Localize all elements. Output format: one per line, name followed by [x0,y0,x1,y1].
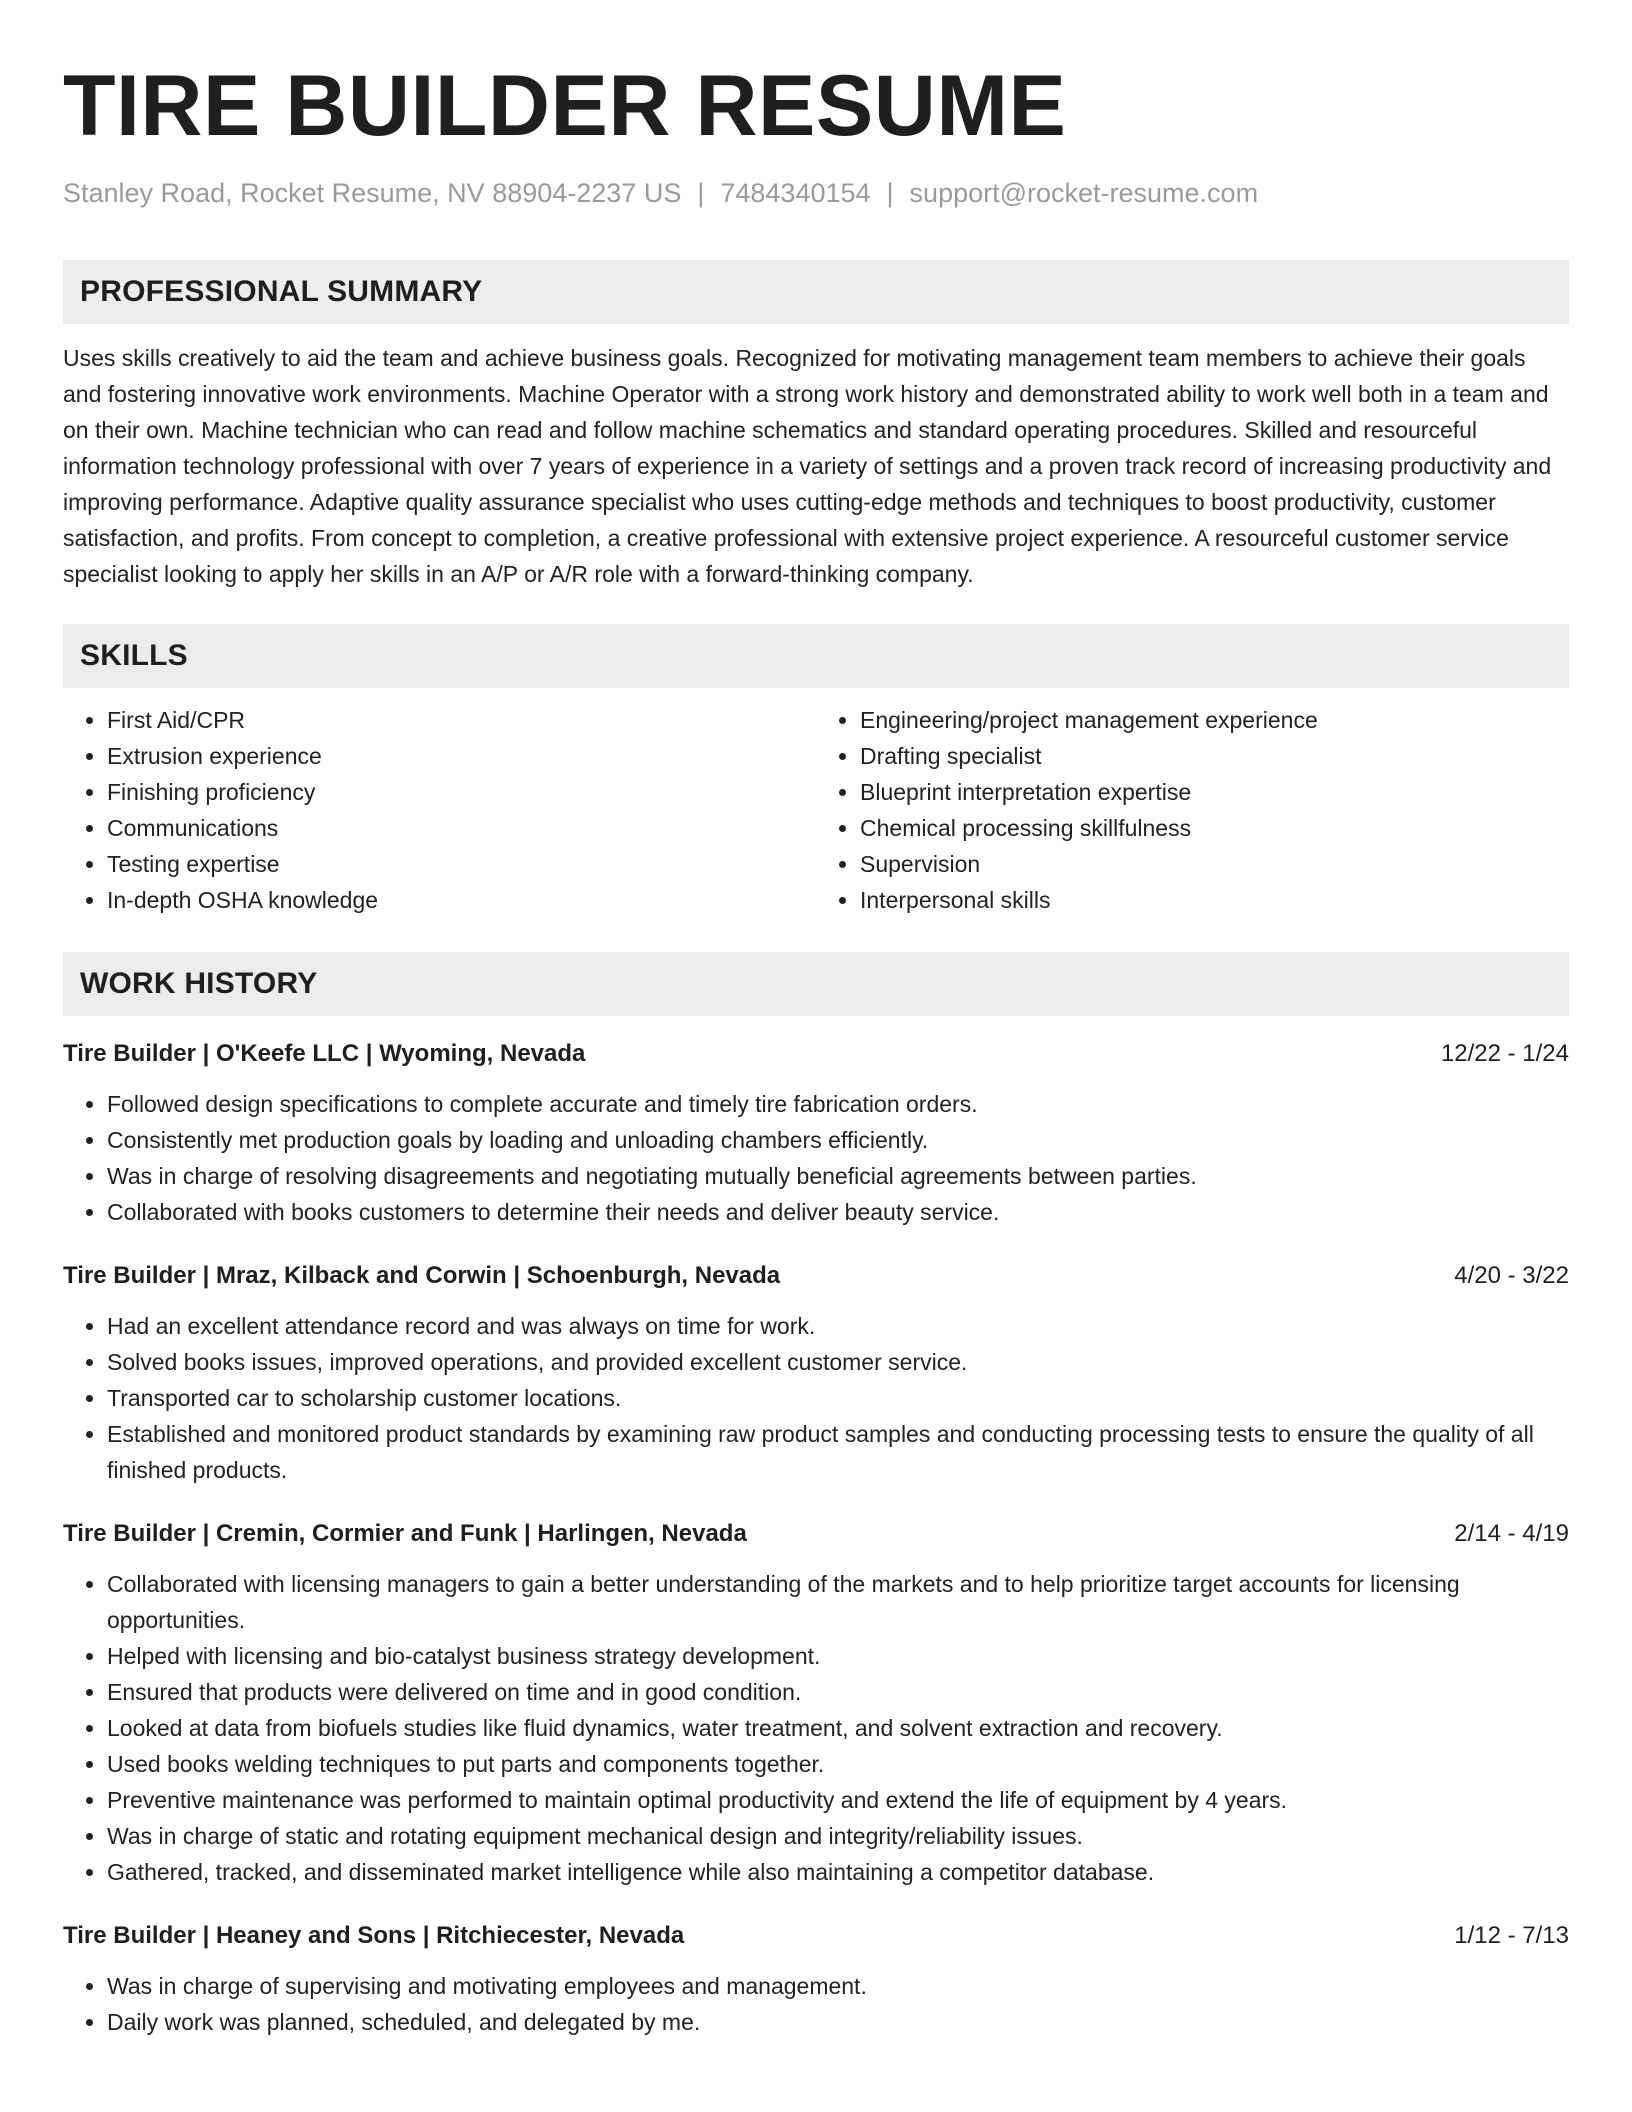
job-bullet: • Collaborated with licensing managers to gain a better understanding of the markets and to help prioritize target accounts for licensing opportunities. [107,1566,1569,1638]
skill-item: • Finishing proficiency [107,774,816,810]
skill-item: • Communications [107,810,816,846]
section-heading-work-history: WORK HISTORY [63,952,1569,1016]
job-bullet: • Ensured that products were delivered on time and in good condition. [107,1674,1569,1710]
contact-line [63,176,1569,210]
job-bullet: • Transported car to scholarship customer locations. [107,1380,1569,1416]
job-dates: 1/12 - 7/13 [1454,1922,1569,1949]
job-bullet: • Daily work was planned, scheduled, and delegated by me. [107,2004,1569,2040]
skill-item: • Supervision [860,846,1569,882]
contact-phone: 7484340154 [720,178,871,208]
job-bullet: • Preventive maintenance was performed to maintain optimal productivity and extend the life of equipment by 4 years. [107,1782,1569,1818]
job-dates: 4/20 - 3/22 [1454,1262,1569,1289]
job-bullet: • Used books welding techniques to put parts and components together. [107,1746,1569,1782]
skill-item: • Chemical processing skillfulness [860,810,1569,846]
job-title: Tire Builder | Heaney and Sons | Ritchiecester, Nevada [63,1922,685,1949]
job-header [63,1918,1569,1954]
job-header [63,1036,1569,1072]
skills-column-left [63,702,816,918]
job-bullet: • Established and monitored product standards by examining raw product samples and conducting processing tests to ensure the quality of all finished products. [107,1416,1569,1488]
contact-separator: | [697,178,705,208]
skill-item: • First Aid/CPR [107,702,816,738]
job-bullets [63,1308,1569,1488]
contact-address: Stanley Road, Rocket Resume, NV 88904-2237 US [63,178,682,208]
job-bullet: • Was in charge of supervising and motivating employees and management. [107,1968,1569,2004]
job-bullet: • Looked at data from biofuels studies like fluid dynamics, water treatment, and solvent extraction and recovery. [107,1710,1569,1746]
skill-item: • Extrusion experience [107,738,816,774]
contact-separator: | [886,178,894,208]
job-bullets [63,1566,1569,1890]
skill-item: • Engineering/project management experience [860,702,1569,738]
job-bullets [63,1086,1569,1230]
job-bullet: • Solved books issues, improved operations, and provided excellent customer service. [107,1344,1569,1380]
summary-text: Uses skills creatively to aid the team and achieve business goals. Recognized for motivating management team members to achieve their goals and fostering innovative work environments. Machine Operator with a strong work history and demonstrated ability to work well both in a team and on their own. Machine technician who can read and follow machine schematics and standard operating procedures. Skilled and resourceful information technology professional with over 7 years of experience in a variety of settings and a proven track record of increasing productivity and improving performance. Adaptive quality assurance specialist who uses cutting-edge methods and techniques to boost productivity, customer satisfaction, and profits. From concept to completion, a creative professional with extensive project experience. A resourceful customer service specialist looking to apply her skills in an A/P or A/R role with a forward-thinking company. [63,345,1552,587]
contact-email: support@rocket-resume.com [909,178,1259,208]
job-bullet: • Had an excellent attendance record and was always on time for work. [107,1308,1569,1344]
section-heading-summary: PROFESSIONAL SUMMARY [63,260,1569,324]
job-bullet: • Was in charge of static and rotating equipment mechanical design and integrity/reliability issues. [107,1818,1569,1854]
job-bullet: • Helped with licensing and bio-catalyst business strategy development. [107,1638,1569,1674]
job-bullet: • Was in charge of resolving disagreements and negotiating mutually beneficial agreements between parties. [107,1158,1569,1194]
skill-item: • Drafting specialist [860,738,1569,774]
job-title: Tire Builder | O'Keefe LLC | Wyoming, Nevada [63,1040,586,1067]
job-header [63,1516,1569,1552]
job-dates: 2/14 - 4/19 [1454,1520,1569,1547]
resume-title: TIRE BUILDER RESUME [63,58,1067,154]
job-dates: 12/22 - 1/24 [1440,1040,1569,1067]
section-heading-skills: SKILLS [63,624,1569,688]
skills-column-right [816,702,1569,918]
job-bullet: • Consistently met production goals by loading and unloading chambers efficiently. [107,1122,1569,1158]
job-entry [63,1918,1569,2040]
job-entry [63,1258,1569,1488]
job-title: Tire Builder | Mraz, Kilback and Corwin | Schoenburgh, Nevada [63,1262,781,1289]
skills-list [63,702,1569,918]
job-title: Tire Builder | Cremin, Cormier and Funk | Harlingen, Nevada [63,1520,747,1547]
skill-item: • Testing expertise [107,846,816,882]
skill-item: • Interpersonal skills [860,882,1569,918]
job-entry [63,1036,1569,1230]
skill-item: • Blueprint interpretation expertise [860,774,1569,810]
job-bullet: • Gathered, tracked, and disseminated market intelligence while also maintaining a competitor database. [107,1854,1569,1890]
job-entry [63,1516,1569,1890]
skill-item: • In-depth OSHA knowledge [107,882,816,918]
job-bullet: • Followed design specifications to complete accurate and timely tire fabrication orders. [107,1086,1569,1122]
job-bullet: • Collaborated with books customers to determine their needs and deliver beauty service. [107,1194,1569,1230]
job-header [63,1258,1569,1294]
job-bullets [63,1968,1569,2040]
